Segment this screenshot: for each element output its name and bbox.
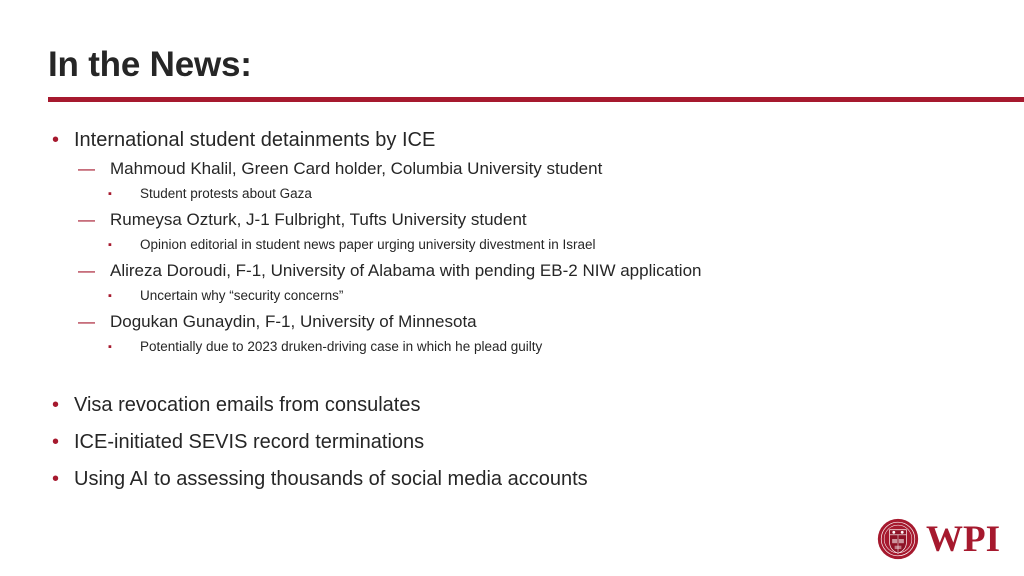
bullet-item-l1 — [48, 424, 988, 461]
bullet-text: Alireza Doroudi, F-1, University of Alabama with pending EB-2 NIW application — [110, 261, 702, 280]
bullet-text: Visa revocation emails from consulates — [74, 394, 421, 416]
bullet-marker-l2-icon: — — [78, 261, 95, 280]
wpi-seal-icon — [877, 518, 919, 560]
wpi-wordmark: WPI — [926, 518, 1000, 560]
bullet-item-l1 — [48, 126, 988, 155]
bullet-marker-l3-icon: ▪ — [108, 239, 112, 251]
bullet-item-l2 — [48, 155, 988, 182]
bullet-group-lower — [48, 387, 988, 498]
group-spacer — [48, 359, 988, 387]
bullet-marker-l1-icon: • — [52, 394, 60, 416]
title-divider — [48, 97, 1024, 102]
bullet-marker-l3-icon: ▪ — [108, 341, 112, 353]
bullet-text: Dogukan Gunaydin, F-1, University of Minnesota — [110, 312, 477, 331]
wpi-logo — [877, 518, 1000, 560]
bullet-text: ICE-initiated SEVIS record terminations — [74, 431, 425, 453]
bullet-item-l2 — [48, 308, 988, 335]
bullet-marker-l2-icon: — — [78, 312, 95, 331]
bullet-marker-l3-icon: ▪ — [108, 290, 112, 302]
bullet-marker-l1-icon: • — [52, 468, 60, 490]
bullet-text: Uncertain why “security concerns” — [140, 288, 344, 303]
bullet-item-l3 — [48, 284, 988, 308]
bullet-item-l3 — [48, 182, 988, 206]
bullet-text: Potentially due to 2023 druken-driving case in which he plead guilty — [140, 339, 543, 354]
bullet-marker-l2-icon: — — [78, 159, 95, 178]
bullet-text: Rumeysa Ozturk, J-1 Fulbright, Tufts University student — [110, 210, 527, 229]
bullet-marker-l1-icon: • — [52, 431, 60, 453]
bullet-text: Opinion editorial in student news paper urging university divestment in Israel — [140, 237, 596, 252]
bullet-marker-l1-icon: • — [52, 129, 60, 151]
bullet-text: Using AI to assessing thousands of social media accounts — [74, 468, 588, 490]
bullet-item-l1 — [48, 461, 988, 498]
bullet-marker-l3-icon: ▪ — [108, 188, 112, 200]
slide-body — [48, 126, 988, 498]
bullet-item-l1 — [48, 387, 988, 424]
bullet-item-l3 — [48, 335, 988, 359]
bullet-text: Mahmoud Khalil, Green Card holder, Columbia University student — [110, 159, 603, 178]
bullet-item-l2 — [48, 206, 988, 233]
bullet-item-l3 — [48, 233, 988, 257]
bullet-marker-l2-icon: — — [78, 210, 95, 229]
page-title: In the News: — [48, 45, 252, 84]
bullet-text: Student protests about Gaza — [140, 186, 312, 201]
bullet-item-l2 — [48, 257, 988, 284]
bullet-text: International student detainments by ICE — [74, 129, 436, 151]
bullet-group-upper — [48, 126, 988, 359]
